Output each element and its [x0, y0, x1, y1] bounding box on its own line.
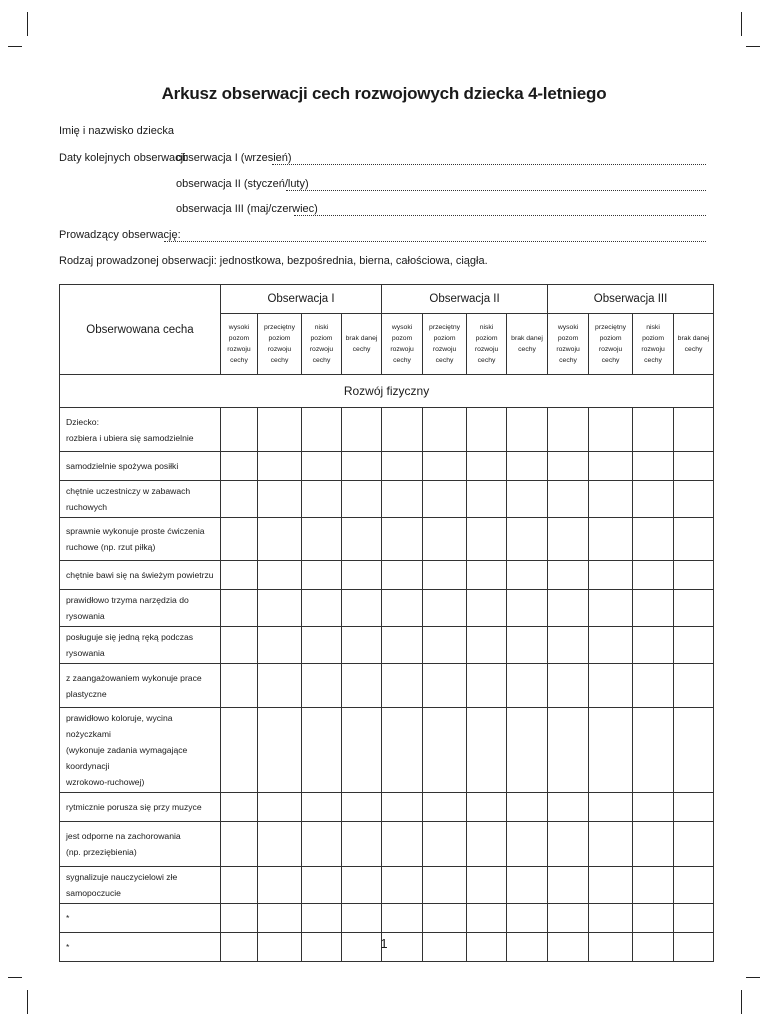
level-column-header	[423, 314, 467, 375]
rating-cell[interactable]	[633, 664, 674, 708]
feature-text: sygnalizuje nauczycielowi złe samopoczucie	[66, 872, 178, 898]
rating-cell[interactable]	[633, 408, 674, 452]
rating-cell[interactable]	[507, 822, 548, 867]
feature-text: ruchowe (np. rzut piłką)	[66, 542, 156, 552]
rating-cell[interactable]	[302, 867, 342, 904]
rating-cell[interactable]	[633, 590, 674, 627]
rating-cell[interactable]	[221, 408, 258, 452]
rating-cell[interactable]	[302, 664, 342, 708]
rating-cell[interactable]	[674, 904, 714, 933]
rating-cell[interactable]	[589, 408, 633, 452]
rating-cell[interactable]	[258, 664, 302, 708]
rating-cell[interactable]	[302, 590, 342, 627]
observation-table	[59, 284, 714, 962]
crop-mark	[27, 990, 28, 1014]
rating-cell[interactable]	[467, 664, 507, 708]
feature-text: prawidłowo koloruje, wycina nożyczkami	[66, 713, 173, 739]
table-row	[60, 452, 714, 481]
rating-cell[interactable]	[382, 518, 423, 561]
level-column-header	[633, 314, 674, 375]
rating-cell[interactable]	[258, 708, 302, 793]
crop-mark	[8, 46, 22, 47]
rating-cell[interactable]	[674, 481, 714, 518]
table-row	[60, 793, 714, 822]
feature-text: Dziecko:	[66, 416, 99, 427]
level-column-header-line: poziom	[642, 335, 664, 342]
rating-cell[interactable]	[589, 822, 633, 867]
rating-cell[interactable]	[674, 561, 714, 590]
level-column-header-line: rozwoju	[227, 346, 251, 353]
rating-cell[interactable]	[467, 822, 507, 867]
rating-cell[interactable]	[467, 904, 507, 933]
rating-cell[interactable]	[382, 481, 423, 518]
table-row	[60, 664, 714, 708]
rating-cell[interactable]	[589, 664, 633, 708]
rating-cell[interactable]	[423, 627, 467, 664]
rating-cell[interactable]	[382, 408, 423, 452]
rating-cell[interactable]	[467, 793, 507, 822]
rating-cell[interactable]	[633, 904, 674, 933]
rating-cell[interactable]	[589, 627, 633, 664]
table-row	[60, 518, 714, 561]
rating-cell[interactable]	[423, 518, 467, 561]
level-column-header-line: pozom	[391, 335, 413, 342]
level-column-header-line: cechy	[312, 357, 331, 364]
rating-cell[interactable]	[221, 627, 258, 664]
level-column-header-line: rozwoju	[641, 346, 665, 353]
feature-cell	[60, 664, 221, 708]
feature-text: chętnie bawi się na świeżym powietrzu	[66, 570, 214, 580]
rating-cell[interactable]	[467, 627, 507, 664]
feature-cell	[60, 708, 221, 793]
rating-cell[interactable]	[302, 627, 342, 664]
rating-cell[interactable]	[633, 822, 674, 867]
rating-cell[interactable]	[507, 561, 548, 590]
crop-mark	[746, 977, 760, 978]
rating-cell[interactable]	[423, 561, 467, 590]
rating-cell[interactable]	[342, 408, 382, 452]
level-column-header-line: niski	[314, 324, 329, 331]
rating-cell[interactable]	[633, 793, 674, 822]
observer-dotted-field[interactable]	[164, 241, 706, 242]
feature-cell	[60, 627, 221, 664]
level-column-header-line: cechy	[518, 346, 536, 353]
level-column-header-line: brak danej	[345, 335, 378, 342]
rating-cell[interactable]	[633, 518, 674, 561]
level-column-header-line: poziom	[599, 335, 622, 342]
rating-cell[interactable]	[467, 867, 507, 904]
rating-cell[interactable]	[507, 708, 548, 793]
level-column-header-line: przeciętny	[264, 324, 295, 331]
rating-cell[interactable]	[467, 452, 507, 481]
rating-cell[interactable]	[382, 867, 423, 904]
level-column-header-line: cechy	[393, 357, 411, 364]
child-name-label: Imię i nazwisko dziecka	[59, 125, 174, 137]
rating-cell[interactable]	[674, 822, 714, 867]
level-column-header-line: poziom	[475, 335, 498, 342]
table-row	[60, 867, 714, 904]
rating-cell[interactable]	[423, 793, 467, 822]
rating-cell[interactable]	[548, 408, 589, 452]
rating-cell[interactable]	[633, 708, 674, 793]
rating-cell[interactable]	[342, 708, 382, 793]
rating-cell[interactable]	[382, 793, 423, 822]
table-row	[60, 708, 714, 793]
rating-cell[interactable]	[221, 822, 258, 867]
rating-cell[interactable]	[633, 561, 674, 590]
rating-cell[interactable]	[302, 904, 342, 933]
crop-mark	[746, 46, 760, 47]
observation-2-header: Obserwacja II	[382, 285, 548, 314]
level-column-header-line: cechy	[230, 357, 248, 364]
feature-text: *	[66, 942, 70, 952]
level-column-header-line: wysoki	[228, 324, 250, 331]
rating-cell[interactable]	[548, 904, 589, 933]
rating-cell[interactable]	[507, 590, 548, 627]
page-number: 1	[380, 936, 388, 951]
rating-cell[interactable]	[342, 518, 382, 561]
feature-cell	[60, 561, 221, 590]
rating-cell[interactable]	[633, 481, 674, 518]
feature-cell	[60, 904, 221, 933]
rating-cell[interactable]	[423, 867, 467, 904]
feature-text: (np. przeziębienia)	[66, 847, 137, 857]
rating-cell[interactable]	[342, 590, 382, 627]
rating-cell[interactable]	[342, 452, 382, 481]
level-column-header-line: rozwoju	[556, 346, 580, 353]
level-column-header-line: rozwoju	[390, 346, 414, 353]
document-title: Arkusz obserwacji cech rozwojowych dziecka 4-letniego	[161, 84, 607, 103]
feature-text: plastyczne	[66, 688, 107, 699]
rating-cell[interactable]	[633, 452, 674, 481]
rating-cell[interactable]	[221, 867, 258, 904]
rating-cell[interactable]	[507, 481, 548, 518]
feature-text: wzrokowo-ruchowej)	[66, 777, 145, 787]
level-column-header	[589, 314, 633, 375]
rating-cell[interactable]	[258, 867, 302, 904]
rating-cell[interactable]	[589, 793, 633, 822]
feature-cell	[60, 452, 221, 481]
table-row	[60, 481, 714, 518]
rating-cell[interactable]	[258, 590, 302, 627]
rating-cell[interactable]	[258, 822, 302, 867]
rating-cell[interactable]	[423, 481, 467, 518]
crop-mark	[741, 990, 742, 1014]
rating-cell[interactable]	[507, 664, 548, 708]
level-column-header-line: poziom	[268, 335, 291, 342]
feature-text: posługuje się jedną ręką podczas rysowania	[66, 632, 194, 658]
feature-text: chętnie uczestniczy w zabawach ruchowych	[66, 486, 191, 512]
rating-cell[interactable]	[221, 518, 258, 561]
rating-cell[interactable]	[589, 867, 633, 904]
level-column-header-line: przeciętny	[595, 324, 627, 331]
rating-cell[interactable]	[221, 561, 258, 590]
feature-cell	[60, 481, 221, 518]
observation-3-label: obserwacja III (maj/czerwiec)	[176, 203, 318, 215]
rating-cell[interactable]	[342, 664, 382, 708]
level-column-header	[548, 314, 589, 375]
rating-cell[interactable]	[423, 904, 467, 933]
feature-text: sprawnie wykonuje proste ćwiczenia	[66, 526, 205, 536]
rating-cell[interactable]	[548, 867, 589, 904]
rating-cell[interactable]	[221, 793, 258, 822]
rating-cell[interactable]	[342, 561, 382, 590]
level-column-header-line: rozwoju cechy	[432, 346, 457, 364]
rating-cell[interactable]	[302, 708, 342, 793]
rating-cell[interactable]	[589, 708, 633, 793]
observation-2-label: obserwacja II (styczeń/luty)	[176, 178, 309, 190]
level-column-header-line: rozwoju	[309, 346, 334, 353]
rating-cell[interactable]	[221, 481, 258, 518]
rating-cell[interactable]	[302, 793, 342, 822]
rating-cell[interactable]	[382, 627, 423, 664]
rating-cell[interactable]	[382, 590, 423, 627]
level-column-header	[382, 314, 423, 375]
rating-cell[interactable]	[258, 452, 302, 481]
level-column-header-line: przeciętny	[429, 324, 461, 331]
rating-cell[interactable]	[589, 904, 633, 933]
rating-cell[interactable]	[423, 822, 467, 867]
rating-cell[interactable]	[548, 561, 589, 590]
rating-cell[interactable]	[633, 627, 674, 664]
rating-cell[interactable]	[302, 408, 342, 452]
rating-cell[interactable]	[423, 708, 467, 793]
observation-dates-label: Daty kolejnych obserwacji:	[59, 152, 189, 164]
rating-cell[interactable]	[258, 627, 302, 664]
rating-cell[interactable]	[674, 708, 714, 793]
feature-cell	[60, 793, 221, 822]
rating-cell[interactable]	[674, 627, 714, 664]
level-column-header-line: wysoki	[557, 324, 579, 331]
rating-cell[interactable]	[548, 822, 589, 867]
rating-cell[interactable]	[423, 452, 467, 481]
observation-3-header: Obserwacja III	[548, 285, 714, 314]
rating-cell[interactable]	[507, 793, 548, 822]
feature-text: jest odporne na zachorowania	[66, 831, 181, 841]
rating-cell[interactable]	[467, 590, 507, 627]
level-column-header	[467, 314, 507, 375]
rating-cell[interactable]	[258, 904, 302, 933]
rating-cell[interactable]	[589, 590, 633, 627]
rating-cell[interactable]	[302, 518, 342, 561]
level-column-header	[674, 314, 714, 375]
rating-cell[interactable]	[674, 408, 714, 452]
rating-cell[interactable]	[221, 708, 258, 793]
rating-cell[interactable]	[342, 793, 382, 822]
observation-1-dotted-field[interactable]	[272, 164, 706, 165]
rating-cell[interactable]	[382, 822, 423, 867]
rating-cell[interactable]	[674, 793, 714, 822]
rating-cell[interactable]	[548, 452, 589, 481]
rating-cell[interactable]	[674, 452, 714, 481]
rating-cell[interactable]	[382, 904, 423, 933]
rating-cell[interactable]	[221, 904, 258, 933]
feature-text: *	[66, 913, 70, 923]
rating-cell[interactable]	[548, 793, 589, 822]
level-column-header-line: pozom	[557, 335, 579, 342]
rating-cell[interactable]	[258, 793, 302, 822]
feature-text: (wykonuje zadania wymagające koordynacji	[66, 745, 188, 771]
observer-label: Prowadzący obserwację:	[59, 229, 181, 241]
rating-cell[interactable]	[258, 561, 302, 590]
feature-cell	[60, 822, 221, 867]
rating-cell[interactable]	[507, 904, 548, 933]
rating-cell[interactable]	[548, 590, 589, 627]
table-row	[60, 904, 714, 933]
rating-cell[interactable]	[589, 452, 633, 481]
rating-cell[interactable]	[423, 664, 467, 708]
rating-cell[interactable]	[342, 822, 382, 867]
table-row	[60, 627, 714, 664]
level-column-header-line: wysoki	[391, 324, 413, 331]
level-column-header	[258, 314, 302, 375]
level-column-header	[342, 314, 382, 375]
rating-cell[interactable]	[507, 408, 548, 452]
rating-cell[interactable]	[467, 518, 507, 561]
section-title: Rozwój fizyczny	[60, 375, 714, 408]
rating-cell[interactable]	[258, 481, 302, 518]
crop-mark	[27, 12, 28, 36]
feature-column-header: Obserwowana cecha	[60, 285, 221, 375]
level-column-header-line: cechy	[684, 346, 703, 353]
feature-cell	[60, 518, 221, 561]
level-column-header-line: poziom	[433, 335, 456, 342]
rating-cell[interactable]	[342, 481, 382, 518]
feature-cell	[60, 867, 221, 904]
level-column-header	[507, 314, 548, 375]
rating-cell[interactable]	[258, 518, 302, 561]
level-column-header-line: niski	[479, 324, 494, 331]
table-row	[60, 822, 714, 867]
rating-cell[interactable]	[674, 664, 714, 708]
observation-3-dotted-field[interactable]	[294, 215, 706, 216]
rating-cell[interactable]	[633, 867, 674, 904]
crop-mark	[8, 977, 22, 978]
feature-text: rozbiera i ubiera się samodzielnie	[66, 432, 194, 443]
table-row	[60, 561, 714, 590]
level-column-header-line: poziom	[310, 335, 333, 342]
rating-cell[interactable]	[221, 664, 258, 708]
rating-cell[interactable]	[382, 452, 423, 481]
rating-cell[interactable]	[423, 590, 467, 627]
rating-cell[interactable]	[507, 518, 548, 561]
rating-cell[interactable]	[548, 627, 589, 664]
rating-cell[interactable]	[302, 561, 342, 590]
feature-text: rytmicznie porusza się przy muzyce	[66, 802, 202, 812]
table-row	[60, 408, 714, 452]
level-column-header-line: cechy	[559, 357, 577, 364]
rating-cell[interactable]	[342, 867, 382, 904]
rating-cell[interactable]	[221, 590, 258, 627]
rating-cell[interactable]	[382, 708, 423, 793]
feature-text: z zaangażowaniem wykonuje prace	[66, 672, 202, 683]
rating-cell[interactable]	[221, 452, 258, 481]
rating-cell[interactable]	[548, 708, 589, 793]
rating-cell[interactable]	[467, 408, 507, 452]
level-column-header-line: cechy	[477, 357, 496, 364]
observation-1-header: Obserwacja I	[221, 285, 382, 314]
rating-cell[interactable]	[548, 664, 589, 708]
feature-text: samodzielnie spożywa posiłki	[66, 461, 179, 471]
rating-cell[interactable]	[674, 518, 714, 561]
rating-cell[interactable]	[423, 408, 467, 452]
rating-cell[interactable]	[467, 708, 507, 793]
rating-cell[interactable]	[674, 867, 714, 904]
level-column-header	[302, 314, 342, 375]
rating-cell[interactable]	[507, 452, 548, 481]
feature-cell	[60, 408, 221, 452]
rating-cell[interactable]	[342, 904, 382, 933]
observation-type-line: Rodzaj prowadzonej obserwacji: jednostkowa, bezpośrednia, bierna, całościowa, ciągła.	[59, 255, 488, 267]
observation-1-label: obserwacja I (wrzesień)	[176, 152, 292, 164]
crop-mark	[741, 12, 742, 36]
rating-cell[interactable]	[507, 867, 548, 904]
level-column-header-line: cechy	[352, 346, 371, 353]
level-column-header	[221, 314, 258, 375]
rating-cell[interactable]	[342, 627, 382, 664]
rating-cell[interactable]	[258, 408, 302, 452]
observation-2-dotted-field[interactable]	[286, 190, 706, 191]
rating-cell[interactable]	[302, 822, 342, 867]
rating-cell[interactable]	[382, 561, 423, 590]
level-column-header-line: pozom	[228, 335, 250, 342]
rating-cell[interactable]	[589, 561, 633, 590]
level-column-header-line: rozwoju	[474, 346, 499, 353]
feature-cell	[60, 590, 221, 627]
rating-cell[interactable]	[302, 481, 342, 518]
rating-cell[interactable]	[589, 518, 633, 561]
rating-cell[interactable]	[382, 664, 423, 708]
table-row	[60, 590, 714, 627]
level-column-header-line: rozwoju cechy	[267, 346, 292, 364]
rating-cell[interactable]	[589, 481, 633, 518]
level-column-header-line: niski	[646, 324, 660, 331]
rating-cell[interactable]	[674, 590, 714, 627]
rating-cell[interactable]	[467, 561, 507, 590]
level-column-header-line: brak danej	[511, 335, 543, 342]
rating-cell[interactable]	[548, 518, 589, 561]
rating-cell[interactable]	[507, 627, 548, 664]
rating-cell[interactable]	[467, 481, 507, 518]
level-column-header-line: rozwoju cechy	[598, 346, 623, 364]
feature-text: prawidłowo trzyma narzędzia do rysowania	[66, 595, 189, 621]
level-column-header-line: brak danej	[677, 335, 710, 342]
rating-cell[interactable]	[302, 452, 342, 481]
rating-cell[interactable]	[548, 481, 589, 518]
level-column-header-line: cechy	[644, 357, 662, 364]
